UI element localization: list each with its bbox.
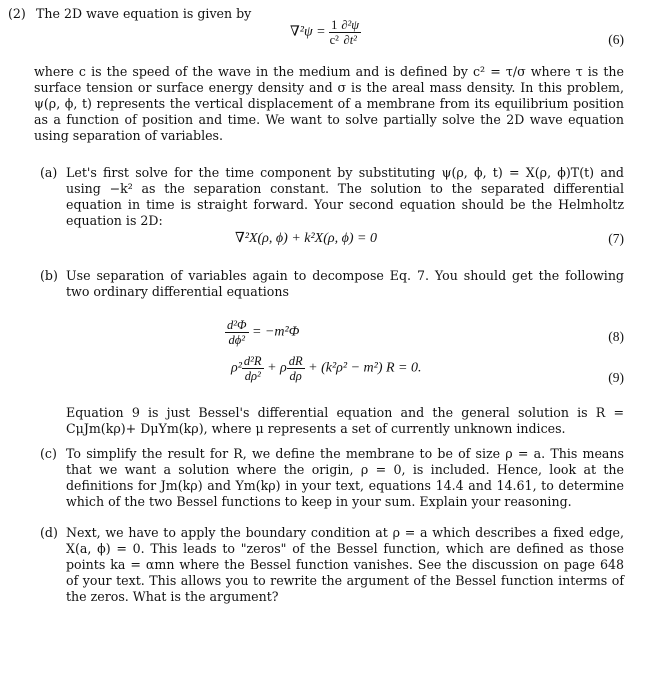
part-a-label: (a) bbox=[40, 165, 58, 180]
ode-phi-equation bbox=[225, 318, 299, 347]
wave-eq-frac2 bbox=[339, 18, 361, 47]
equation-number-7: (7) bbox=[608, 231, 624, 246]
wave-eq-frac2-den: ∂t² bbox=[343, 33, 357, 47]
part-c-label: (c) bbox=[40, 446, 57, 461]
eq9-pre: ρ² bbox=[231, 360, 242, 376]
part-d-text: Next, we have to apply the boundary condition at ρ = a which describes a fixed edge, X(a, ϕ) = 0. This leads to "zeros" of the Bessel function, which are defined as those points ka = αmn where the Bessel function vanishes. See the discussion on page 648 of your text. This allows you to rewrite the argument of the Bessel function interms of the zeros. What is the argument? bbox=[66, 525, 624, 604]
eq9-mid: + ρ bbox=[267, 360, 287, 376]
part-a-text: Let's first solve for the time component by substituting ψ(ρ, ϕ, t) = X(ρ, ϕ)T(t) and using −k² as the separation constant. The solution to the separated differential equation in time is straight forward. Your second equation should be the Helmholtz equation is 2D: bbox=[66, 165, 624, 228]
helmholtz-equation: ∇²X(ρ, ϕ) + k²X(ρ, ϕ) = 0 bbox=[235, 231, 377, 246]
bessel-general-solution: Equation 9 is just Bessel's differential equation and the general solution is R = CμJm(kρ)+ DμYm(kρ), where μ represents a set of currently unknown indices. bbox=[66, 405, 624, 436]
problem-number: (2) bbox=[8, 6, 26, 21]
wave-equation bbox=[290, 18, 361, 47]
eq8-rhs: = −m²Φ bbox=[252, 324, 300, 340]
part-b-text: Use separation of variables again to decompose Eq. 7. You should get the following two ordinary differential equations bbox=[66, 268, 624, 299]
eq9-rhs: + (k²ρ² − m²) R = 0. bbox=[308, 360, 422, 376]
eq9-frac1-den: dρ² bbox=[244, 369, 261, 383]
eq8-frac-num: d²Φ bbox=[227, 318, 247, 332]
eq9-frac2 bbox=[287, 354, 305, 383]
part-c-text: To simplify the result for R, we define the membrane to be of size ρ = a. This means that we want a solution where the origin, ρ = 0, is included. Hence, look at the definitions for Jm(kρ) and Ym(kρ) in your text, equations 14.4 and 14.61, to determine which of the two Bessel functions to keep in your sum. Explain your reasoning. bbox=[66, 446, 624, 509]
wave-eq-frac1-den: c² bbox=[329, 33, 339, 47]
wave-eq-frac2-num: ∂²ψ bbox=[341, 18, 360, 32]
bessel-equation bbox=[231, 354, 421, 383]
eq8-frac bbox=[225, 318, 249, 347]
eq9-frac1-num: d²R bbox=[243, 354, 262, 368]
equation-number-6: (6) bbox=[608, 32, 624, 47]
problem-intro: The 2D wave equation is given by bbox=[36, 6, 252, 21]
part-d-label: (d) bbox=[40, 525, 58, 540]
wave-eq-lhs: ∇²ψ = bbox=[290, 24, 326, 40]
eq8-frac-den: dϕ² bbox=[228, 333, 245, 347]
eq9-frac2-den: dρ bbox=[289, 369, 302, 383]
eq9-frac1 bbox=[242, 354, 264, 383]
eq9-frac2-num: dR bbox=[288, 354, 303, 368]
wave-eq-frac1 bbox=[329, 18, 339, 47]
intro-paragraph: where c is the speed of the wave in the medium and is defined by c² = τ/σ where τ is the surface tension or surface energy density and σ is the areal mass density. In this problem, ψ(ρ, ϕ, t) represents the vertical displacement of a membrane from its equilibrium position as a function of position and time. We want to solve partially solve the 2D wave equation using separation of variables. bbox=[34, 64, 624, 143]
part-b-label: (b) bbox=[40, 268, 58, 283]
wave-eq-frac1-num: 1 bbox=[331, 18, 338, 32]
equation-number-9: (9) bbox=[608, 370, 624, 385]
equation-number-8: (8) bbox=[608, 329, 624, 344]
